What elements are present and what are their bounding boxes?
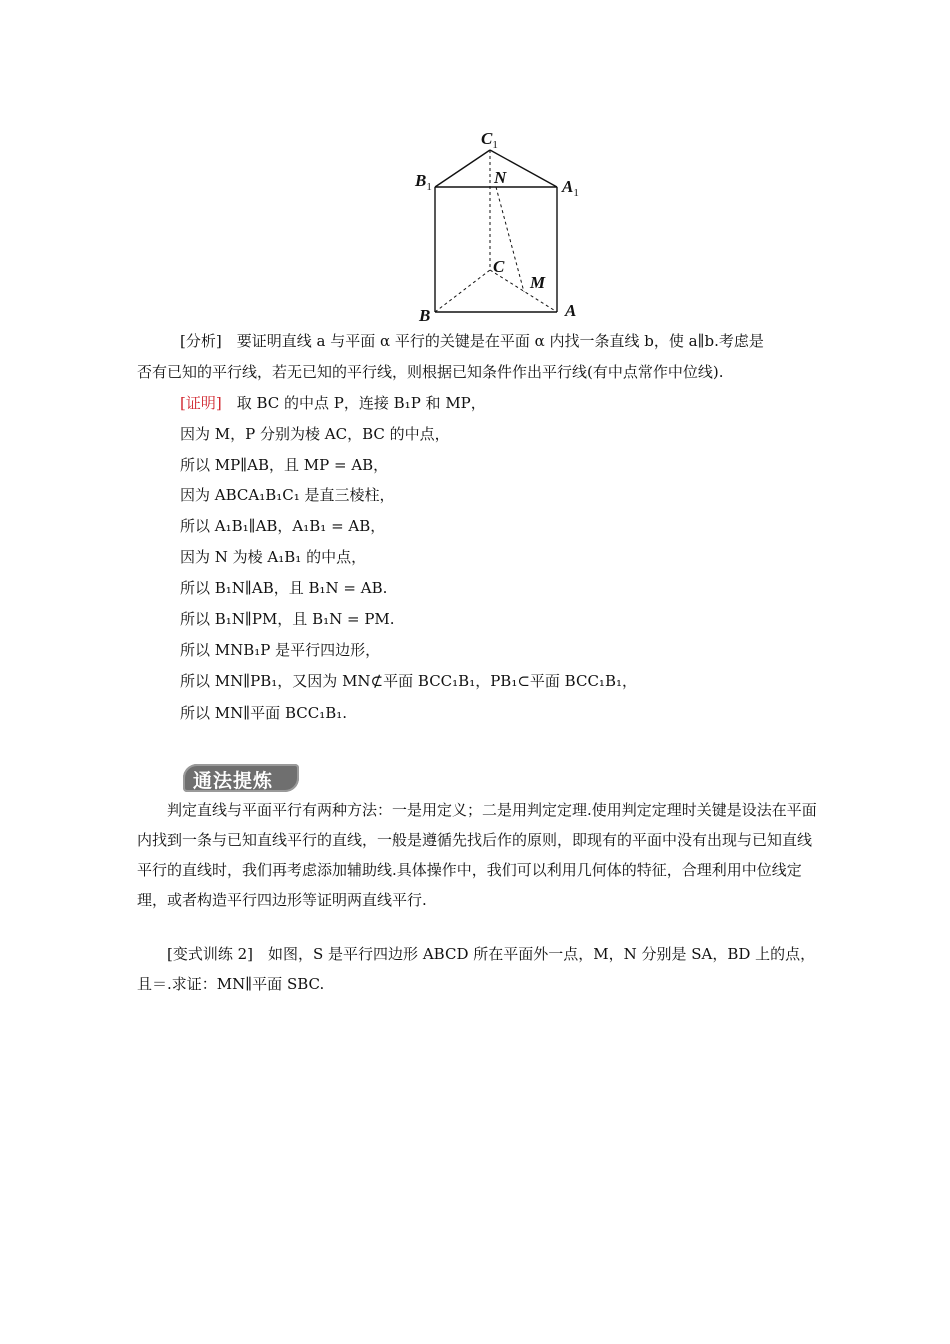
proof-line-9: 所以 MN∥PB₁，又因为 MN⊄平面 BCC₁B₁，PB₁⊂平面 BCC₁B₁，: [180, 672, 637, 690]
prism-diagram: [405, 120, 595, 325]
segment-mn: [496, 187, 524, 292]
method-badge: [183, 762, 303, 796]
label-a: A: [565, 301, 577, 320]
proof-line-6: 所以 B₁N∥AB，且 B₁N = AB.: [180, 579, 388, 597]
analysis-text-1: 要证明直线 a 与平面 α 平行的关键是在平面 α 内找一条直线 b，使 a∥b.考虑是: [221, 332, 764, 350]
proof-line-5: 因为 N 为棱 A₁B₁ 的中点，: [180, 548, 367, 566]
proof-line-2: 所以 MP∥AB，且 MP = AB，: [180, 456, 389, 474]
proof-line-10: 所以 MN∥平面 BCC₁B₁.: [180, 704, 348, 722]
proof-line-7: 所以 B₁N∥PM，且 B₁N = PM.: [180, 610, 395, 628]
edge-bc: [435, 270, 490, 312]
label-c1: $C_1$: [481, 129, 498, 151]
label-m: M: [530, 273, 546, 292]
prism-figure: [405, 120, 595, 325]
proof-line-1: 因为 M，P 分别为棱 AC，BC 的中点，: [180, 425, 450, 443]
method-paragraph: 判定直线与平面平行有两种方法：一是用定义；二是用判定定理.使用判定定理时关键是设法在平面内找到一条与已知直线平行的直线，一般是遵循先找后作的原则，即现有的平面中没有出现与已知直线平行的直线时，我们再考虑添加辅助线.具体操作中，我们可以利用几何体的特征，合理利用中位线定理，或者构造平行四边形等证明两直线平行.: [137, 801, 817, 909]
edge-ca: [490, 270, 557, 312]
badge-label: 通法提炼: [193, 770, 274, 792]
analysis-line-2: 否有已知的平行线，若无已知的平行线，则根据已知条件作出平行线(有中点常作中位线).: [137, 363, 724, 381]
label-b: B: [419, 306, 431, 325]
label-a1: $A_1$: [562, 177, 579, 199]
proof-line-3: 因为 ABCA₁B₁C₁ 是直三棱柱，: [180, 486, 395, 504]
label-n: N: [494, 168, 507, 187]
analysis-tag: [分析]: [180, 332, 222, 350]
proof-tag: [证明]: [180, 394, 222, 412]
proof-line-4: 所以 A₁B₁∥AB，A₁B₁ = AB，: [180, 517, 386, 535]
analysis-line-1: [137, 331, 860, 351]
exercise-paragraph: [变式训练 2] 如图，S 是平行四边形 ABCD 所在平面外一点，M，N 分别是 SA，BD 上的点，且＝.求证：MN∥平面 SBC.: [137, 945, 816, 993]
proof-line-0: [137, 393, 860, 413]
label-c: C: [493, 257, 505, 276]
proof-line-8: 所以 MNB₁P 是平行四边形，: [180, 641, 381, 659]
label-b1: $B_1$: [415, 171, 432, 193]
edge-b1c1: [435, 150, 490, 187]
proof-text-0: 取 BC 的中点 P，连接 B₁P 和 MP，: [221, 394, 486, 412]
